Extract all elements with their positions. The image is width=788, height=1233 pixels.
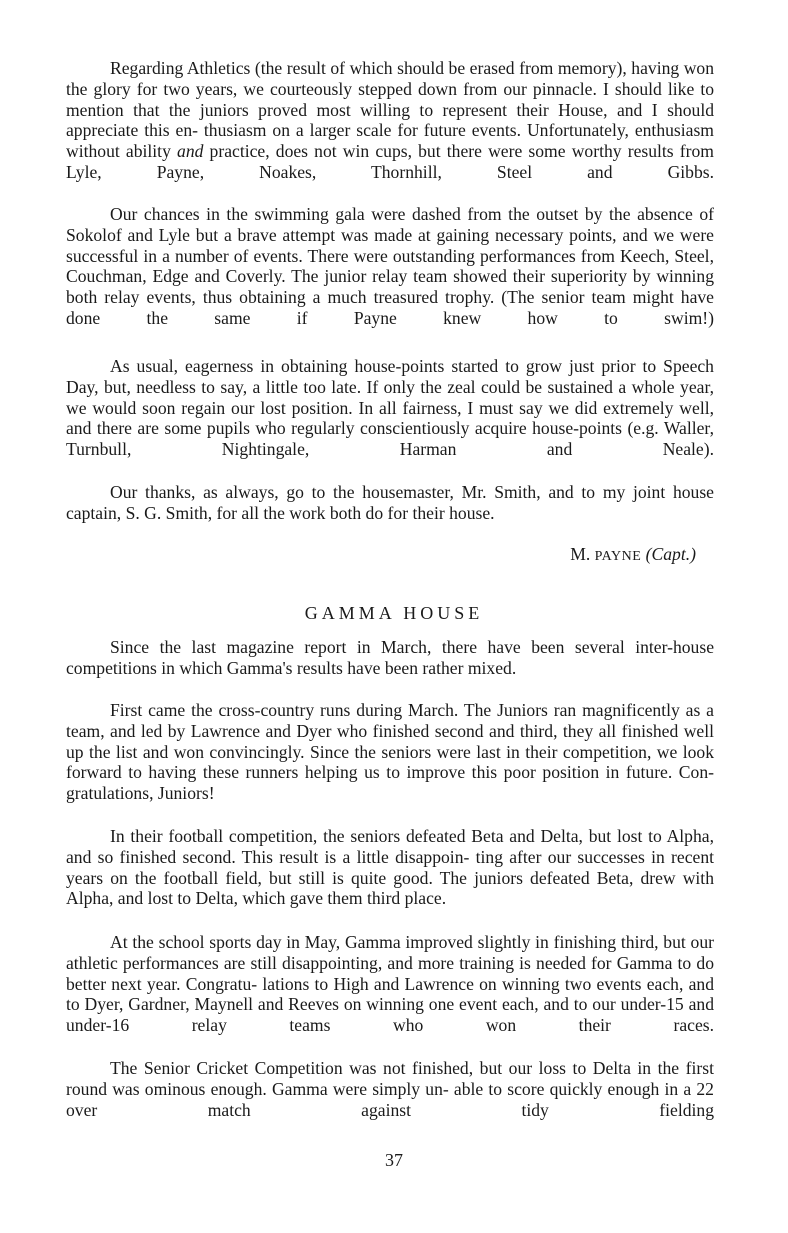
paragraph-cross-country: First came the cross-country runs during March. The Juniors ran magnificently as a team, and led by Lawrence and Dyer who finished second and third, they all finished well up the list and won convincingly. Since the seniors were last in their competition, we look forward to having these runners helping us to improve this poor position in future. Con- gratulations, Juniors!	[66, 700, 714, 804]
paragraph-cricket: The Senior Cricket Competition was not finished, but our loss to Delta in the first round was ominous enough. Gamma were simply un- able to score quickly enough in a 22 over match against tidy fielding	[66, 1058, 714, 1120]
paragraph-athletics: Regarding Athletics (the result of which should be erased from memory), having won the glory for two years, we courteously stepped down from our pinnacle. I should like to mention that the juniors proved most willing to represent their House, and I should appreciate this en- thusiasm on a larger scale for future events. Unfortunately, enthusiasm without ability and practice, does not win cups, but there were some worthy results from Lyle, Payne, Noakes, Thornhill, Steel and Gibbs.	[66, 58, 715, 182]
paragraph-football: In their football competition, the seniors defeated Beta and Delta, but lost to Alpha, and so finished second. This result is a little disappoin- ting after our successes in recent years on the football field, but still is quite good. The juniors defeated Beta, drew with Alpha, and lost to Delta, which gave them third place.	[66, 826, 714, 909]
paragraph-gamma-intro: Since the last magazine report in March, there have been several inter-house competitions in which Gamma's results have been rather mixed.	[66, 637, 715, 678]
captain-signature: M. PAYNE (Capt.)	[570, 544, 696, 564]
paragraph-sports-day: At the school sports day in May, Gamma improved slightly in finishing third, but our athletic performances are still disappointing, and more training is needed for Gamma to do better next year. Congratu- lations to High and Lawrence on winning two events each, and to Dyer, Gardner, Maynell and Reeves on winning one event each, and to our under-15 and under-16 relay teams who won their races.	[66, 932, 714, 1036]
paragraph-house-points: As usual, eagerness in obtaining house-points started to grow just prior to Speech Day, but, needless to say, a little too late. If only the zeal could be sustained a whole year, we would soon regain our lost position. In all fairness, I must say we did extremely well, and there are some pupils who regularly conscientiously acquire house-points (e.g. Waller, Turnbull, Nightingale, Harman and Neale).	[66, 356, 714, 460]
paragraph-swimming-gala: Our chances in the swimming gala were dashed from the outset by the absence of Sokolof and Lyle but a brave attempt was made at gaining necessary points, and we were successful in a number of events. There were outstanding performances from Keech, Steel, Couchman, Edge and Coverly. The junior relay team showed their superiority by winning both relay events, thus obtaining a much treasured trophy. (The senior team might have done the same if Payne knew how to swim!)	[66, 204, 715, 328]
page-number: 37	[385, 1150, 403, 1170]
paragraph-thanks: Our thanks, as always, go to the housemaster, Mr. Smith, and to my joint house captain, S. G. Smith, for all the work both do for their house.	[66, 482, 714, 523]
gamma-house-heading: GAMMA HOUSE	[304, 603, 484, 623]
